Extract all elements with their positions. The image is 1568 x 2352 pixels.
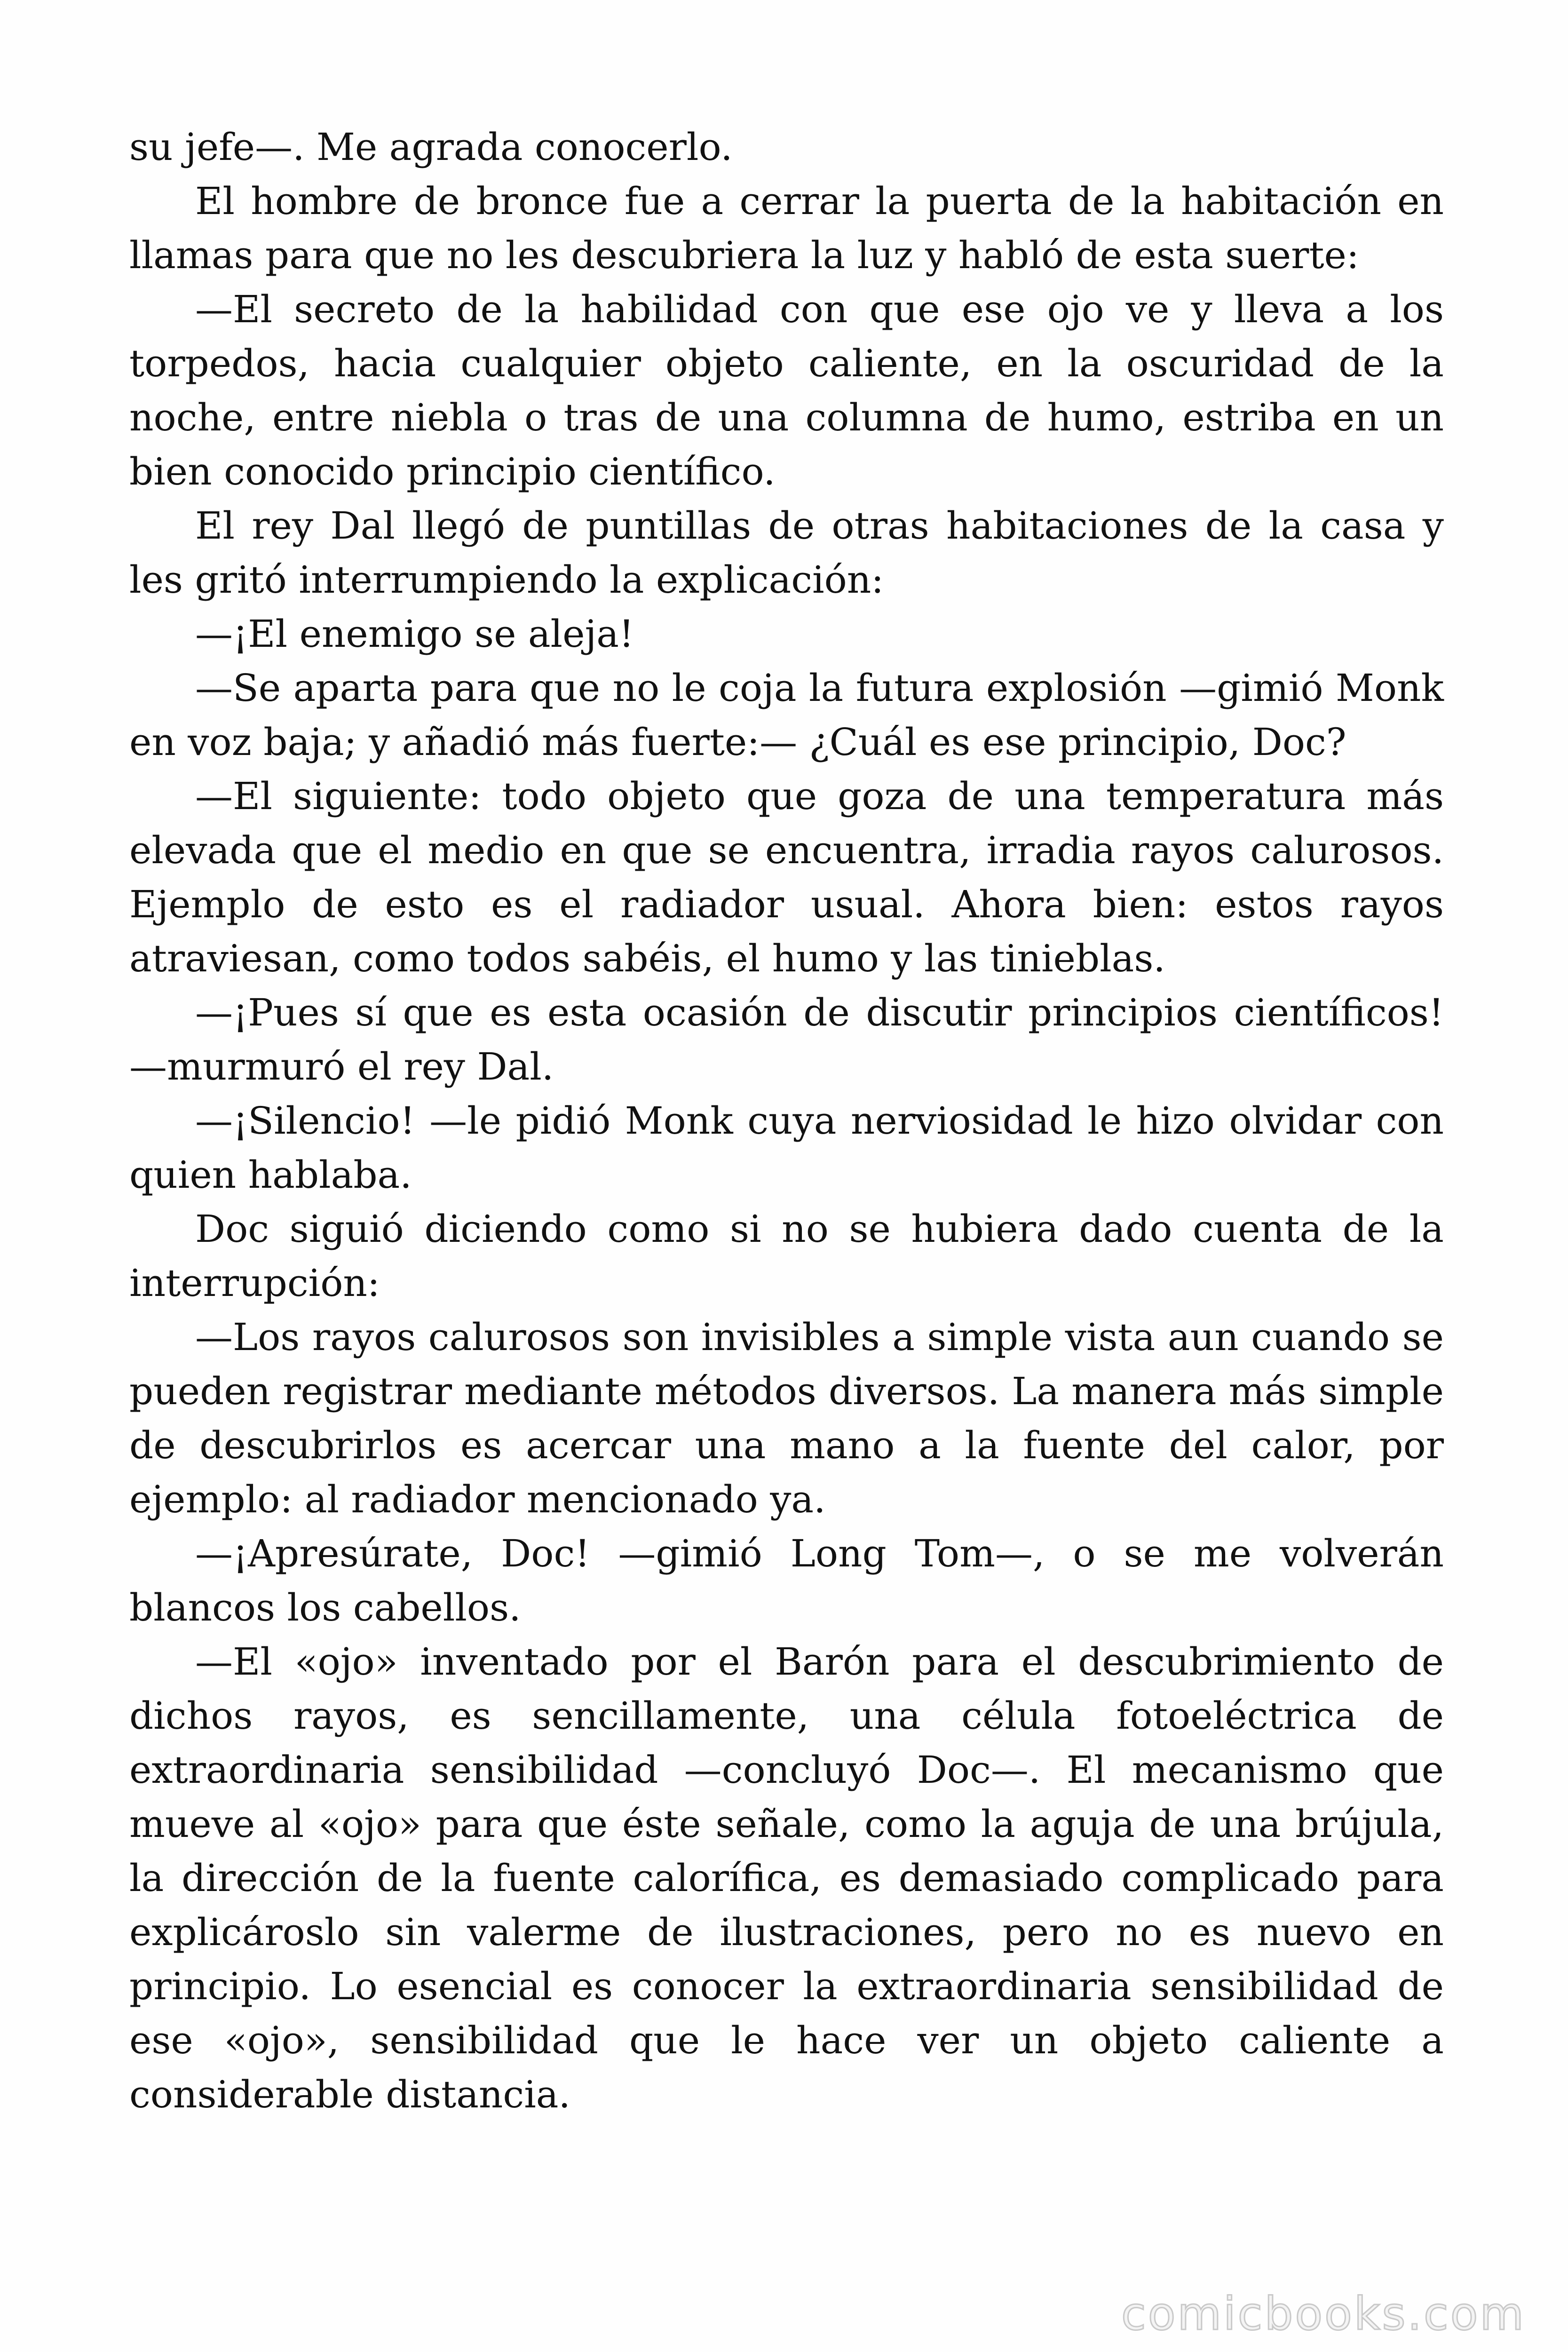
paragraph: —¡El enemigo se aleja! [195, 612, 634, 656]
paragraph: —Los rayos calurosos son invisibles a simple vista aun cuando se pueden registrar mediante métodos diversos. La manera más simple de descubrirlos es acercar una mano a la fuente del calor, por ejemplo: al radiador mencionado ya. [129, 1315, 1444, 1521]
paragraph: —¡Pues sí que es esta ocasión de discutir principios científicos! —murmuró el rey Dal. [129, 991, 1444, 1089]
paragraph: —El «ojo» inventado por el Barón para el descubrimiento de dichos rayos, es sencillamente, una célula fotoeléctrica de extraordinaria sensibilidad —concluyó Doc—. El mecanismo que mueve al «ojo» para que éste señale, como la aguja de una brújula, la dirección de la fuente calorífica, es demasiado complicado para explicároslo sin valerme de ilustraciones, pero no es nuevo en principio. Lo esencial es conocer la extraordinaria sensibilidad de ese «ojo», sensibilidad que le hace ver un objeto caliente a considerable distancia. [129, 1640, 1444, 2116]
paragraph: —El siguiente: todo objeto que goza de una temperatura más elevada que el medio en que se encuentra, irradia rayos calurosos. Ejemplo de esto es el radiador usual. Ahora bien: estos rayos atraviesan, como todos sabéis, el humo y las tinieblas. [129, 774, 1444, 980]
paragraph: El rey Dal llegó de puntillas de otras habitaciones de la casa y les gritó interrumpiendo la explicación: [129, 504, 1444, 602]
paragraph: su jefe—. Me agrada conocerlo. [129, 125, 733, 169]
paragraph: —¡Silencio! —le pidió Monk cuya nerviosidad le hizo olvidar con quien hablaba. [129, 1099, 1444, 1197]
paragraph: —El secreto de la habilidad con que ese ojo ve y lleva a los torpedos, hacia cualquier objeto caliente, en la oscuridad de la noche, entre niebla o tras de una columna de humo, estriba en un bien conocido principio científico. [129, 287, 1444, 493]
body-text [129, 120, 1444, 2122]
paragraph: —¡Apresúrate, Doc! —gimió Long Tom—, o se me volverán blancos los cabellos. [129, 1532, 1444, 1629]
paragraph: Doc siguió diciendo como si no se hubiera dado cuenta de la interrupción: [129, 1207, 1444, 1305]
paragraph: El hombre de bronce fue a cerrar la puerta de la habitación en llamas para que no les descubriera la luz y habló de esta suerte: [129, 179, 1444, 277]
watermark: comicbooks.com [1121, 2288, 1526, 2340]
paragraph: —Se aparta para que no le coja la futura explosión —gimió Monk en voz baja; y añadió más fuerte:— ¿Cuál es ese principio, Doc? [129, 666, 1444, 764]
